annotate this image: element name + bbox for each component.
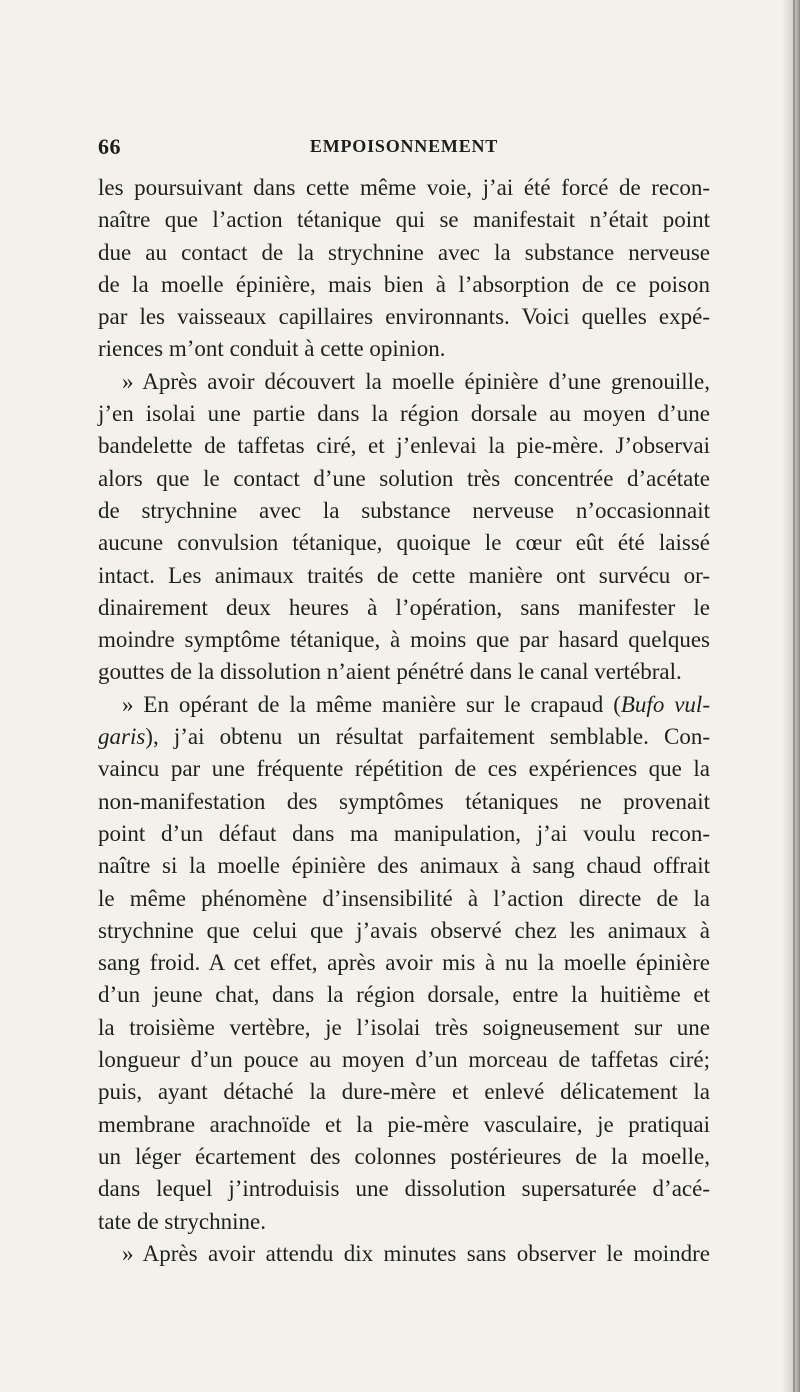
text-line: point d’un défaut dans ma manipulation, j’ai voulu recon-: [98, 820, 710, 846]
page-number: 66: [98, 134, 121, 159]
paragraph-3: [98, 689, 710, 1238]
species-name-italic: garis: [98, 724, 146, 750]
text-line: puis, ayant détaché la dure-mère et enlevé délicatement la: [98, 1079, 710, 1105]
text-line: aucune convulsion tétanique, quoique le cœur eût été laissé: [98, 530, 710, 556]
text-line: j’en isolai une partie dans la région dorsale au moyen d’une: [98, 401, 710, 427]
text-segment: » En opérant de la même manière sur le crapaud (: [122, 691, 621, 717]
text-line: dans lequel j’introduisis une dissolution supersaturée d’acé-: [98, 1176, 710, 1202]
text-line: tate de strychnine.: [98, 1208, 266, 1234]
text-line: de la moelle épinière, mais bien à l’absorption de ce poison: [98, 271, 710, 297]
text-line: naître si la moelle épinière des animaux à sang chaud offrait: [98, 853, 710, 879]
text-line: un léger écartement des colonnes postérieures de la moelle,: [98, 1143, 710, 1169]
text-line: gouttes de la dissolution n’aient pénétré dans le canal vertébral.: [98, 659, 682, 685]
page-edge-shadow: [782, 0, 800, 1392]
species-name-italic: Bufo vul-: [620, 691, 710, 717]
text-line: non-manifestation des symptômes tétaniques ne provenait: [98, 788, 710, 814]
text-line: les poursuivant dans cette même voie, j’ai été forcé de recon-: [98, 175, 710, 200]
text-line: alors que le contact d’une solution très concentrée d’acétate: [98, 465, 710, 491]
text-line: riences m’ont conduit à cette opinion.: [98, 336, 446, 362]
text-line: intact. Les animaux traités de cette manière ont survécu or-: [98, 562, 710, 588]
text-line: par les vaisseaux capillaires environnants. Voici quelles expé-: [98, 304, 710, 330]
text-line: le même phénomène d’insensibilité à l’action directe de la: [98, 885, 710, 911]
text-line: naître que l’action tétanique qui se manifestait n’était point: [98, 207, 710, 233]
paragraph-2: [98, 366, 710, 689]
page-edge-line: [793, 0, 795, 1392]
text-line: due au contact de la strychnine avec la substance nerveuse: [98, 239, 710, 265]
text-line: strychnine que celui que j’avais observé chez les animaux à: [98, 917, 710, 943]
text-line: » Après avoir attendu dix minutes sans observer le moindre: [122, 1240, 710, 1266]
text-line: » Après avoir découvert la moelle épinière d’une grenouille,: [122, 368, 710, 394]
paragraph-1: [98, 172, 710, 366]
text-segment: ), j’ai obtenu un résultat parfaitement semblable. Con-: [145, 724, 710, 750]
text-line: vaincu par une fréquente répétition de ces expériences que la: [98, 756, 710, 782]
running-header: [98, 134, 710, 162]
text-line: d’un jeune chat, dans la région dorsale, entre la huitième et: [98, 982, 710, 1008]
text-line: la troisième vertèbre, je l’isolai très soigneusement sur une: [98, 1014, 710, 1040]
text-line: longueur d’un pouce au moyen d’un morceau de taffetas ciré;: [98, 1047, 710, 1073]
text-line: [98, 689, 710, 721]
text-line: sang froid. A cet effet, après avoir mis à nu la moelle épinière: [98, 950, 710, 976]
text-line: moindre symptôme tétanique, à moins que par hasard quelques: [98, 627, 710, 653]
text-line: [98, 721, 710, 753]
text-line: membrane arachnoïde et la pie-mère vasculaire, je pratiquai: [98, 1111, 710, 1137]
paragraph-4: [98, 1238, 710, 1270]
text-line: de strychnine avec la substance nerveuse n’occasionnait: [98, 497, 710, 523]
text-line: dinairement deux heures à l’opération, sans manifester le: [98, 594, 710, 620]
body-text: [98, 172, 710, 1270]
text-line: bandelette de taffetas ciré, et j’enlevai la pie-mère. J’observai: [98, 433, 710, 459]
running-title: EMPOISONNEMENT: [309, 136, 499, 156]
